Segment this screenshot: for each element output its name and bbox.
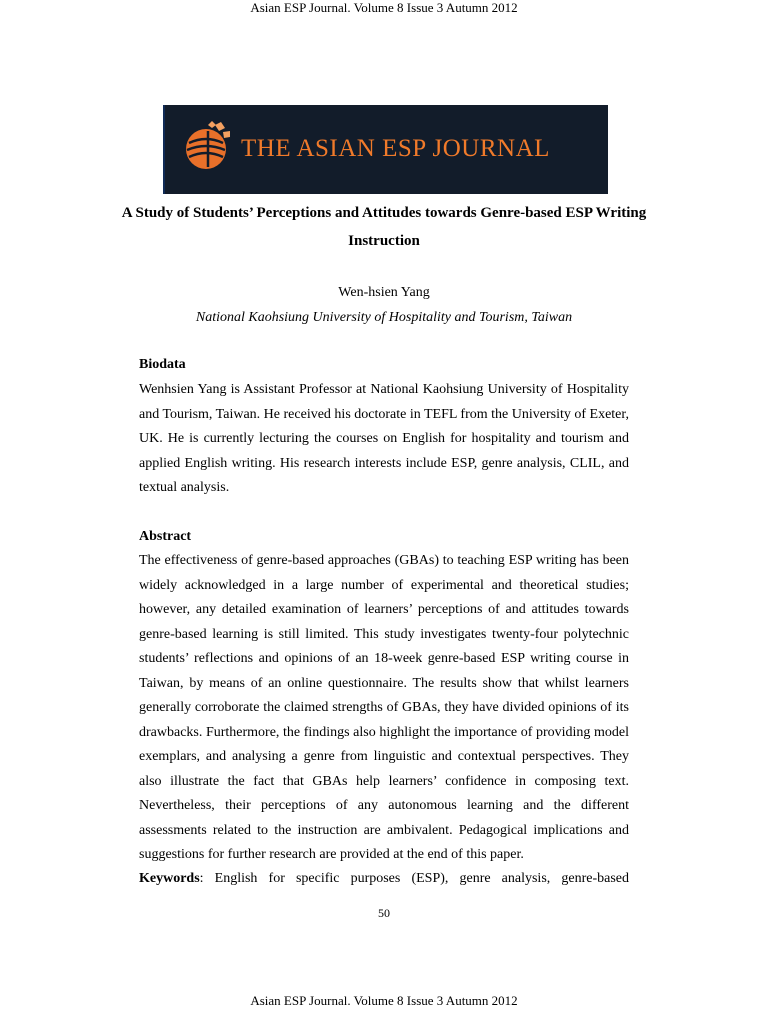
article-title: A Study of Students’ Perceptions and Attitudes towards Genre-based ESP Writing Instruction (121, 205, 647, 249)
biodata-heading: Biodata (139, 357, 186, 372)
article-author: Wen-hsien Yang (338, 285, 430, 300)
keywords-label: Keywords (139, 871, 200, 886)
author-affiliation: National Kaohsiung University of Hospitality and Tourism, Taiwan (195, 310, 573, 325)
biodata-text: Wenhsien Yang is Assistant Professor at National Kaohsiung University of Hospitality and Tourism, Taiwan. He received his doctorate in TEFL from the University of Exeter, UK. He is currently lecturing the courses on English for hospitality and tourism and applied English writing. His research interests include ESP, genre analysis, CLIL, and textual analysis. (139, 382, 629, 495)
abstract-heading: Abstract (139, 529, 192, 544)
keywords-line (139, 867, 629, 892)
page-number: 50 (378, 906, 390, 920)
running-header: Asian ESP Journal. Volume 8 Issue 3 Autumn 2012 (250, 0, 518, 15)
journal-banner (163, 105, 608, 194)
running-footer: Asian ESP Journal. Volume 8 Issue 3 Autumn 2012 (250, 993, 518, 1008)
keywords-text: : English for specific purposes (ESP), genre analysis, genre-based (199, 871, 629, 886)
abstract-text: The effectiveness of genre-based approaches (GBAs) to teaching ESP writing has been widely acknowledged in a large number of experimental and theoretical studies; however, any detailed examination of learners’ perceptions of and attitudes towards genre-based learning is still limited. This study investigates twenty-four polytechnic students’ reflections and opinions of an 18-week genre-based ESP writing course in Taiwan, by means of an online questionnaire. The results show that whilst learners generally corroborate the claimed strengths of GBAs, they have divided opinions of its drawbacks. Furthermore, the findings also highlight the importance of providing model exemplars, and analysing a genre from linguistic and contextual perspectives. They also illustrate the fact that GBAs help learners’ confidence in composing text. Nevertheless, their perceptions of any autonomous learning and the different assessments related to the instruction are ambivalent. Pedagogical implications and suggestions for further research are provided at the end of this paper. (139, 553, 629, 862)
globe-logo-icon (181, 119, 235, 173)
banner-title: THE ASIAN ESP JOURNAL (241, 135, 550, 162)
